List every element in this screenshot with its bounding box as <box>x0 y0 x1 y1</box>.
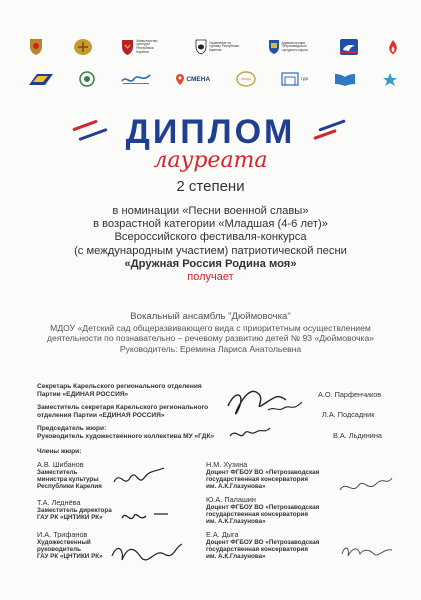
title-text: ДИПЛОМ <box>125 113 296 151</box>
logo-caption: Министерство культуры Республики Карелия <box>136 38 158 54</box>
gate-logo-icon <box>281 72 308 86</box>
diploma-subtitle: лауреата <box>153 148 268 173</box>
degree-text: 2 степени <box>176 178 245 195</box>
jury-name: Н.М. Хузина <box>206 460 248 469</box>
signature-scribbles <box>222 378 312 448</box>
signatory-name: Л.А. Подсадник <box>322 410 375 419</box>
bear-emblem-icon <box>195 39 239 55</box>
signatory-role: Председатель жюри: Руководитель художественного коллектива МУ «ГДК» <box>37 425 215 440</box>
recipient-block <box>0 312 421 354</box>
jury-role: Заместитель министра культуры Республики Карелия <box>37 469 102 491</box>
jury-member <box>206 495 319 525</box>
signatory-name: В.А. Льдинина <box>333 431 382 440</box>
signatory-name: А.О. Парфенчиков <box>318 390 382 399</box>
jury-member <box>206 530 319 560</box>
nomination-block <box>0 205 421 271</box>
jury-role: Доцент ФГБОУ ВО «Петрозаводская государственная консерватория им. А.К.Глазунова» <box>206 539 320 561</box>
logo-caption: Управление по туризму Республики Карелия <box>208 40 239 52</box>
nomination-line: в номинации «Песни военной славы» <box>112 205 309 217</box>
jury-role: Заместитель директора ГАУ РК «ЦНТИКИ РК» <box>37 507 112 522</box>
diploma-title <box>0 113 421 152</box>
receives-text: получает <box>187 271 234 283</box>
emblem-icon <box>28 38 44 56</box>
jury-role: Художественный руководитель ГАУ РК «ЦНТИКИ РК» <box>37 539 103 561</box>
recipient-name: Вокальный ансамбль "Дюймовочка" <box>130 311 291 322</box>
jury-role: Доцент ФГБОУ ВО «Петрозаводская государственная консерватория им. А.К.Глазунова» <box>206 504 320 526</box>
logo-caption: Администрация Петрозаводского городского округа <box>281 40 308 52</box>
logo-caption: СМЕНА <box>186 75 211 83</box>
recipient-line: МДОУ «Детский сад общеразвивающего вида с приоритетным осуществлением <box>50 322 371 333</box>
jury-signature <box>108 532 188 564</box>
signatory-role: Заместитель секретаря Карельского регионального отделения Партии «ЕДИНАЯ РОССИЯ» <box>37 404 209 419</box>
jury-name: Е.А. Дыга <box>206 530 239 539</box>
pin-icon <box>176 74 210 85</box>
festival-name: «Дружная Россия Родина моя» <box>124 257 297 270</box>
jury-signature <box>336 474 396 502</box>
jury-member <box>37 460 102 490</box>
jury-label: Члены жюри: <box>37 448 82 455</box>
jury-name: Т.А. Леднёва <box>37 498 81 507</box>
bear-party-icon <box>340 39 358 55</box>
jury-name: Ю.А. Палашин <box>206 495 256 504</box>
wave-logo-icon <box>121 73 151 85</box>
jury-signature <box>118 500 178 526</box>
ring-logo-icon <box>236 71 256 87</box>
circle-emblem-icon <box>79 71 95 87</box>
flame-icon <box>387 39 399 56</box>
emblem-icon <box>121 39 166 56</box>
recipient-leader: Руководитель: Еремина Лариса Анатольевна <box>119 343 302 354</box>
jury-member <box>37 530 103 560</box>
jury-role: Доцент ФГБОУ ВО «Петрозаводская государственная консерватория им. А.К.Глазунова» <box>206 469 320 491</box>
nomination-line: Всероссийского фестиваля-конкурса <box>114 231 307 244</box>
logo-caption: ГДК <box>301 76 309 82</box>
signatory-role: Секретарь Карельского регионального отделения Партии «ЕДИНАЯ РОССИЯ» <box>37 383 202 398</box>
nomination-line: (с международным участием) патриотической песни <box>74 244 347 257</box>
jury-member <box>37 498 112 521</box>
jury-signature <box>110 462 180 492</box>
star-logo-icon <box>381 72 399 86</box>
jury-name: И.А. Трифанов <box>37 530 88 539</box>
book-logo-icon <box>334 72 356 86</box>
nomination-line: в возрастной категории «Младшая (4-6 лет)» <box>93 218 328 231</box>
jury-member <box>206 460 319 490</box>
recipient-line: деятельности по познавательно – речевому развитию детей № 93 «Дюймовочка» <box>46 333 375 344</box>
partner-logos-row-1 <box>28 38 399 56</box>
flag-icon <box>28 72 54 86</box>
partner-logos-row-2 <box>28 71 399 87</box>
emblem-icon <box>268 39 312 55</box>
jury-name: А.В. Шибанов <box>37 460 84 469</box>
emblem-icon <box>73 38 93 56</box>
jury-signature <box>338 536 398 562</box>
